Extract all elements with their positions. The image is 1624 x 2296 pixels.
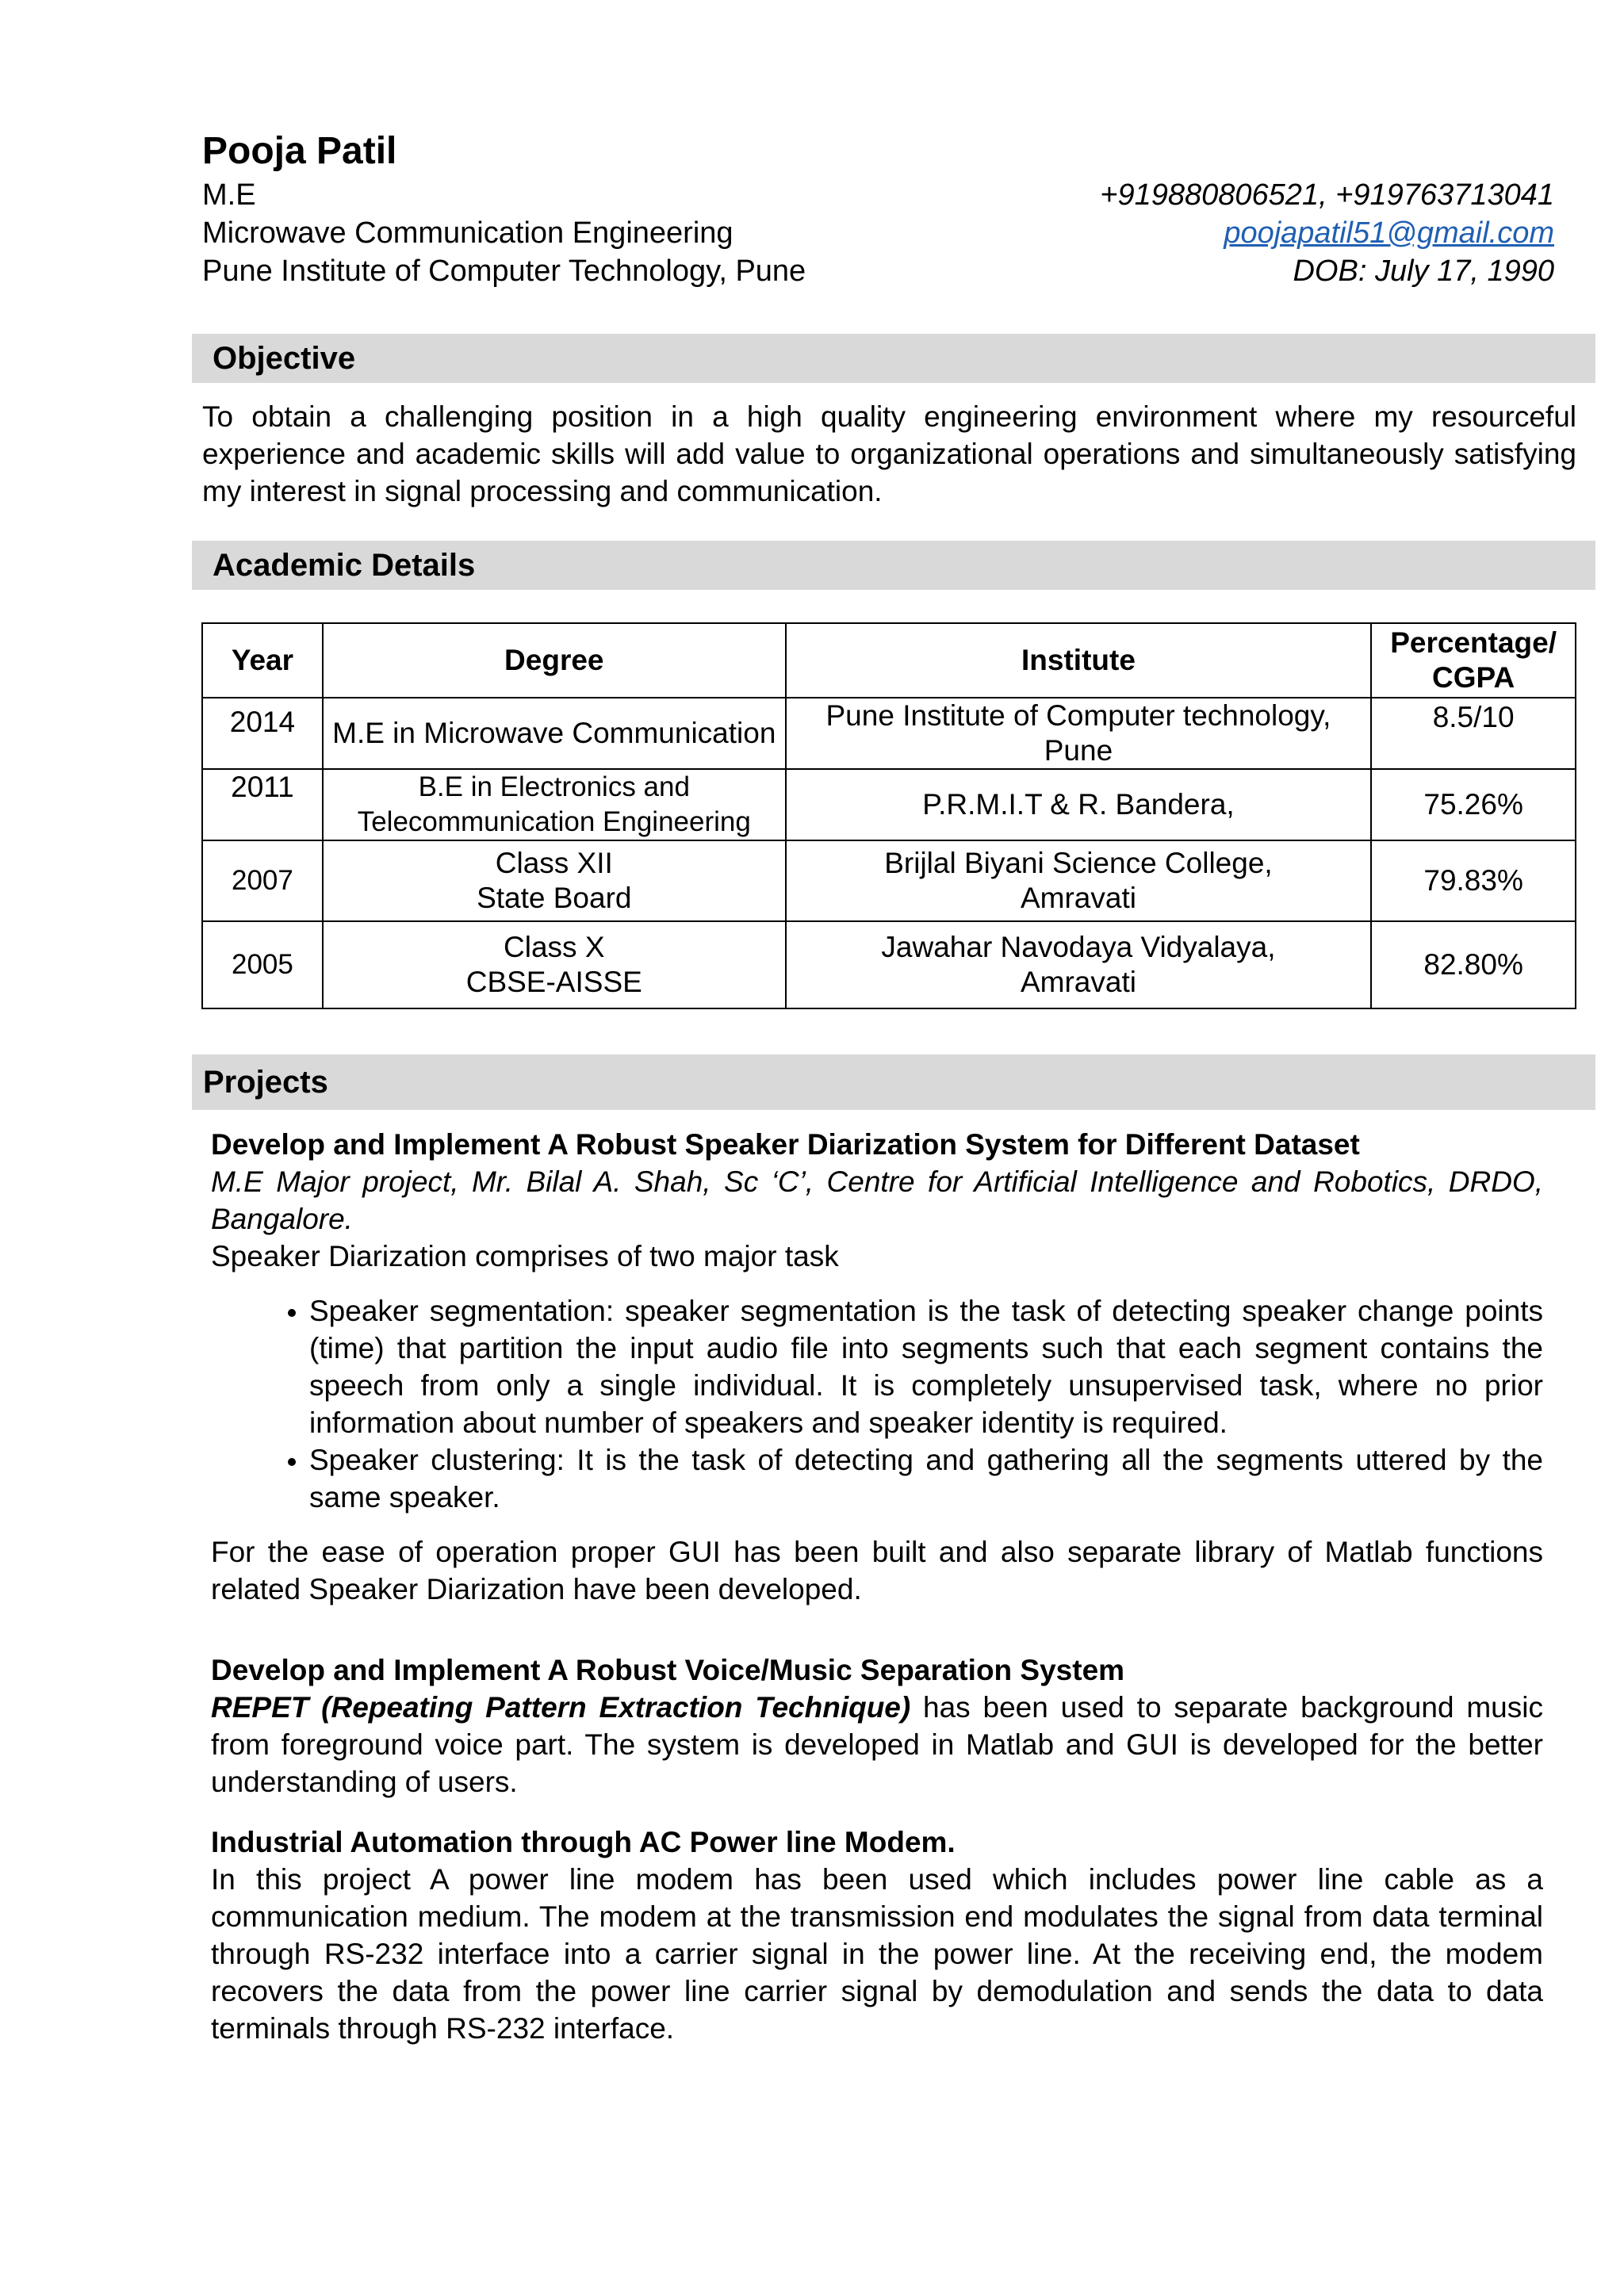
project-bullet-list <box>211 1292 1543 1516</box>
objective-section-header <box>192 334 1595 383</box>
list-item: • Speaker clustering: It is the task of detecting and gathering all the segments uttered by the same speaker. <box>309 1441 1543 1516</box>
degree-line: CBSE-AISSE <box>465 966 642 998</box>
project-speaker-diarization <box>211 1126 1543 1608</box>
date-of-birth: DOB: July 17, 1990 <box>1293 254 1554 288</box>
cell-year: 2014 <box>202 698 323 769</box>
email-link[interactable]: poojapatil51@gmail.com <box>1224 216 1554 250</box>
institute-line: P.R.M.I.T & R. Bandera, <box>922 788 1235 821</box>
project-title: Develop and Implement A Robust Voice/Music Separation System <box>211 1654 1125 1686</box>
projects-section-header <box>192 1054 1595 1110</box>
header-row-2 <box>202 214 1554 252</box>
cell-institute <box>786 840 1372 921</box>
institute-line: Pune Institute of Computer technology, <box>825 699 1331 732</box>
cell-year: 2011 <box>202 769 323 840</box>
cell-degree <box>323 840 786 921</box>
cell-year: 2007 <box>202 840 323 921</box>
cell-degree <box>323 921 786 1008</box>
header-year: Year <box>202 623 323 698</box>
table-row <box>202 698 1576 769</box>
header-percentage-line1: Percentage/ <box>1390 626 1557 659</box>
cell-institute <box>786 769 1372 840</box>
degree-line: M.E in Microwave Communication <box>332 717 776 749</box>
institute-line: Amravati <box>1020 966 1136 998</box>
candidate-name: Pooja Patil <box>202 130 397 172</box>
project-title: Develop and Implement A Robust Speaker Diarization System for Different Dataset <box>211 1128 1360 1161</box>
cell-year: 2005 <box>202 921 323 1008</box>
cell-institute <box>786 698 1372 769</box>
table-header-row <box>202 623 1576 698</box>
academic-section-header <box>192 541 1595 590</box>
table-row <box>202 769 1576 840</box>
project-subtitle: M.E Major project, Mr. Bilal A. Shah, Sc ‘C’, Centre for Artificial Intelligence and Robotics, DRDO, Bangalore. <box>211 1165 1543 1235</box>
table-row <box>202 840 1576 921</box>
project-title: Industrial Automation through AC Power line Modem. <box>211 1826 956 1858</box>
degree-line: B.E in Electronics and <box>418 771 690 802</box>
project-power-line-modem <box>211 1823 1543 2047</box>
institute-line: Amravati <box>1020 882 1136 914</box>
header-row-1 <box>202 176 1554 214</box>
header-row-3 <box>202 252 1554 290</box>
header-degree: Degree <box>323 623 786 698</box>
cell-percentage: 8.5/10 <box>1371 698 1576 769</box>
project-intro: Speaker Diarization comprises of two major task <box>211 1240 839 1272</box>
cell-institute <box>786 921 1372 1008</box>
cell-percentage: 79.83% <box>1371 840 1576 921</box>
project-closing: For the ease of operation proper GUI has been built and also separate library of Matlab functions related Speaker Diarization have been developed. <box>211 1536 1543 1605</box>
project-technique: REPET (Repeating Pattern Extraction Technique) <box>211 1691 911 1724</box>
header-institute: Institute <box>786 623 1372 698</box>
cell-percentage: 75.26% <box>1371 769 1576 840</box>
project-voice-music-separation <box>211 1651 1543 1800</box>
project-description <box>211 1689 1543 1800</box>
institute-line: Pune <box>1044 734 1113 767</box>
header-percentage <box>1371 623 1576 698</box>
projects-title: Projects <box>203 1065 328 1100</box>
project-text: has been used to separate background music from foreground voice part. The system is developed in Matlab and GUI is developed for the better understanding of users. <box>211 1691 1543 1798</box>
header-percentage-line2: CGPA <box>1432 661 1515 694</box>
cell-degree <box>323 769 786 840</box>
project-text: In this project A power line modem has been used which includes power line cable as a communication medium. The modem at the transmission end modulates the signal from data terminal through RS-232 interface into a carrier signal in the power line. At the receiving end, the modem recovers the data from the power line carrier signal by demodulation and sends the data to data terminals through RS-232 interface. <box>211 1863 1543 2045</box>
objective-title: Objective <box>213 341 356 376</box>
degree-line: Telecommunication Engineering <box>357 806 751 837</box>
degree-line: Class X <box>504 931 605 963</box>
cell-percentage: 82.80% <box>1371 921 1576 1008</box>
resume-header <box>202 127 1554 290</box>
degree-text: M.E <box>202 178 256 212</box>
degree-line: Class XII <box>495 847 613 879</box>
objective-text: To obtain a challenging position in a high quality engineering environment where my resourceful experience and academic skills will add value to organizational operations and simultaneously satisfying my interest in signal processing and communication. <box>202 400 1576 507</box>
academic-title: Academic Details <box>213 548 476 583</box>
phone-numbers: +919880806521, +919763713041 <box>1100 178 1554 212</box>
institute-line: Brijlal Biyani Science College, <box>884 847 1273 879</box>
specialization-text: Microwave Communication Engineering <box>202 216 733 250</box>
table-row <box>202 921 1576 1008</box>
degree-line: State Board <box>477 882 632 914</box>
college-text: Pune Institute of Computer Technology, Pune <box>202 254 806 288</box>
academic-table <box>201 622 1576 1009</box>
list-item: • Speaker segmentation: speaker segmentation is the task of detecting speaker change points (time) that partition the input audio file into segments such that each segment contains the speech from only a single individual. It is completely unsupervised task, where no prior information about number of speakers and speaker identity is required. <box>309 1292 1543 1441</box>
cell-degree <box>323 698 786 769</box>
institute-line: Jawahar Navodaya Vidyalaya, <box>881 931 1276 963</box>
